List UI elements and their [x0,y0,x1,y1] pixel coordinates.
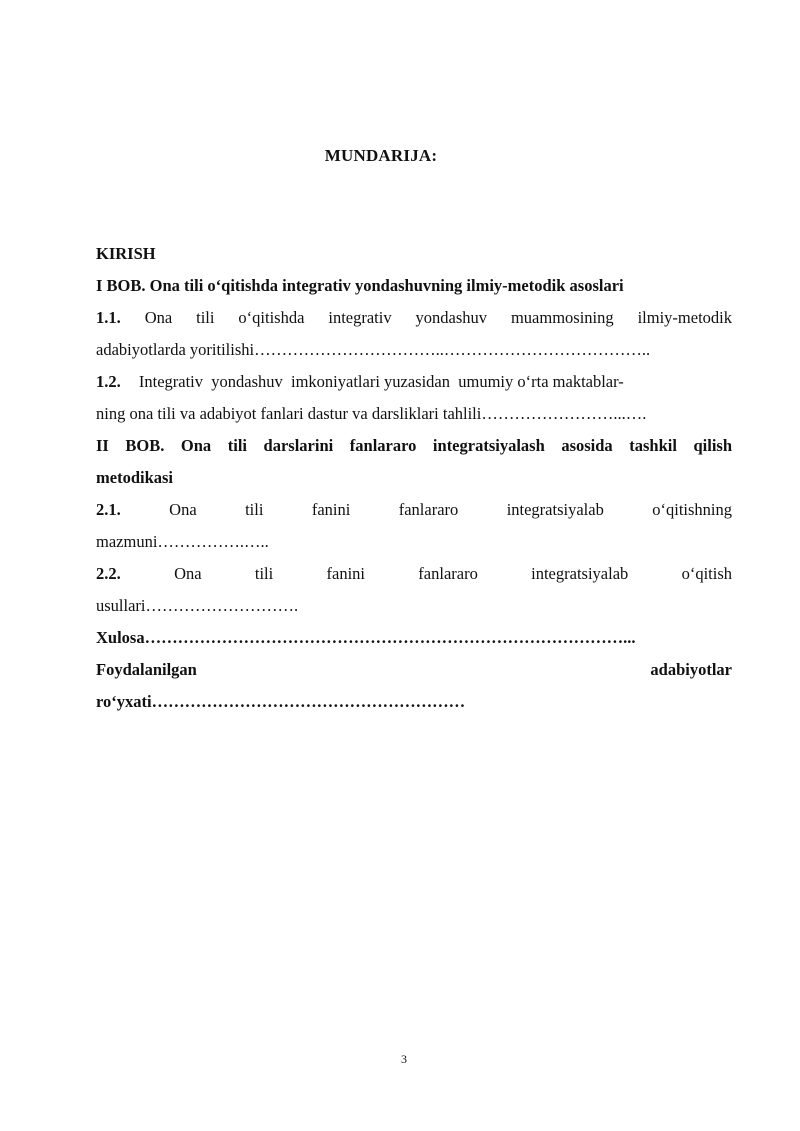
section-title-line-1: Ona tili fanini fanlararo integratsiyalab o‘qitishning [169,500,732,519]
section-number: 2.1. [96,500,121,519]
toc-entry-section-1-2 [96,371,732,403]
section-number: 1.2. [96,372,121,391]
section-number: 2.2. [96,564,121,583]
section-title-line-1: Ona tili o‘qitishda integrativ yondashuv muammosining ilmiy-metodik [144,308,732,327]
table-of-contents [96,243,732,723]
section-title-line-1: Ona tili fanini fanlararo integratsiyalab o‘qitish [174,564,732,583]
toc-entry-chapter-2-cont: metodikasi [96,468,174,487]
toc-entry-references: Foydalanilgan adabiyotlar [96,660,732,679]
toc-entry-section-2-1 [96,499,732,531]
toc-entry-section-2-2 [96,563,732,595]
toc-entry-section-1-1-cont: adabiyotlarda yoritilishi……………………………..……………………………….. [96,340,651,359]
toc-entry-section-1-2-cont: ning ona tili va adabiyot fanlari dastur va darsliklari tahlili……………………...…. [96,404,647,423]
toc-entry-kirish: KIRISH [96,244,156,263]
section-number: 1.1. [96,308,121,327]
page-title: MUNDARIJA: [324,146,438,165]
toc-entry-section-2-2-cont: usullari………………………. [96,596,299,615]
toc-entry-chapter-2: II BOB. Ona tili darslarini fanlararo integratsiyalash asosida tashkil qilish [96,436,732,455]
toc-entry-references-cont: ro‘yxati………………………………………………… [96,692,466,711]
section-title-line-1: Integrativ yondashuv imkoniyatlari yuzasidan umumiy o‘rta maktablar- [138,372,624,391]
toc-entry-xulosa: Xulosa……………………………………………………………………………... [96,628,636,647]
toc-entry-section-2-1-cont: mazmuni…………….….. [96,532,269,551]
toc-entry-chapter-1: I BOB. Ona tili o‘qitishda integrativ yondashuvning ilmiy-metodik asoslari [96,276,624,295]
page-number: 3 [401,1052,407,1066]
toc-entry-section-1-1 [96,307,732,339]
